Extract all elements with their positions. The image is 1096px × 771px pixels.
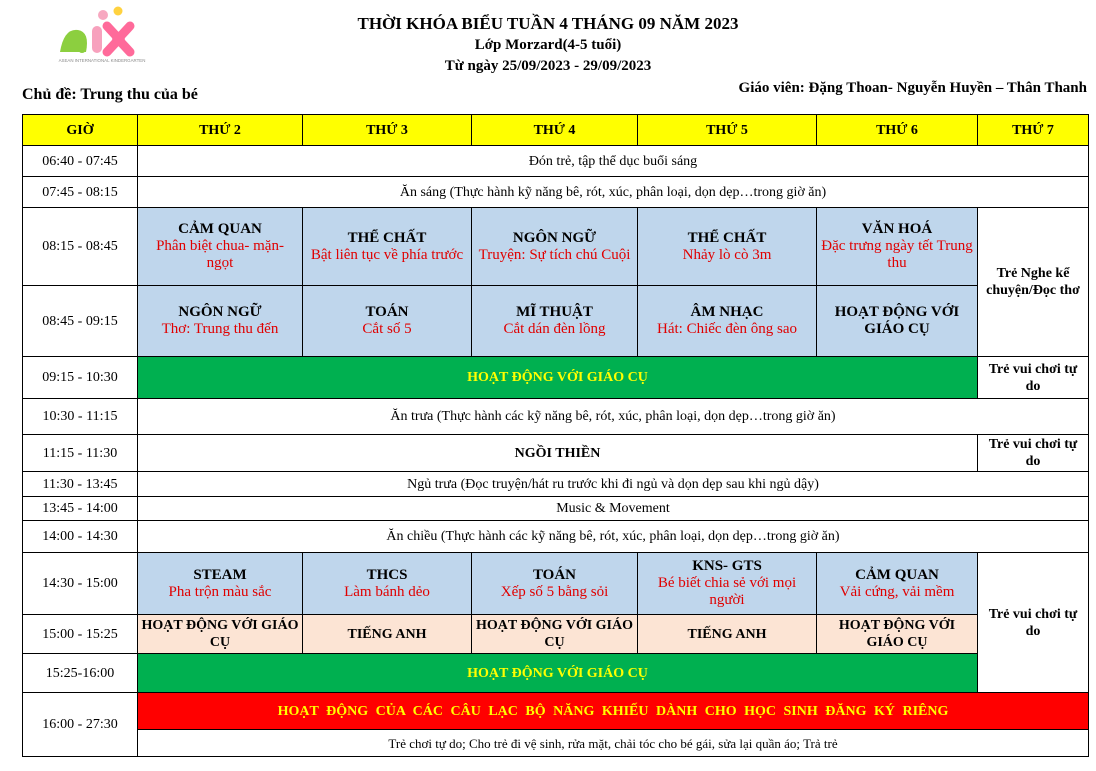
time-cell: 16:00 - 27:30 xyxy=(23,693,138,757)
lesson-subject: NGÔN NGỮ xyxy=(178,304,262,320)
teachers-label: Giáo viên: Đặng Thoan- Nguyễn Huyền – Thân Thanh xyxy=(738,80,1087,96)
table-row xyxy=(23,730,1089,757)
activity-cell: Ăn trưa (Thực hành các kỹ năng bê, rót, xúc, phân loại, dọn dẹp…trong giờ ăn) xyxy=(138,399,1089,435)
lesson-detail: Nhảy lò cò 3m xyxy=(682,246,772,263)
table-row xyxy=(23,146,1089,177)
lesson-cell: TIẾNG ANH xyxy=(638,615,817,654)
time-cell: 11:30 - 13:45 xyxy=(23,472,138,497)
lesson-cell xyxy=(817,208,978,286)
lesson-cell xyxy=(138,553,303,615)
lesson-cell xyxy=(138,286,303,357)
time-cell: 11:15 - 11:30 xyxy=(23,435,138,472)
theme-label: Chủ đề: Trung thu của bé xyxy=(22,86,198,103)
lesson-detail: Làm bánh dẻo xyxy=(344,583,430,600)
lesson-subject: TOÁN xyxy=(532,566,577,583)
lesson-detail: Hát: Chiếc đèn ông sao xyxy=(657,321,797,337)
activity-cell: Ngủ trưa (Đọc truyện/hát ru trước khi đi ngủ và dọn dẹp sau khi ngủ dậy) xyxy=(138,472,1089,497)
activity-cell: NGỒI THIỀN xyxy=(138,435,978,472)
lesson-subject: NGÔN NGỮ xyxy=(512,229,597,246)
activity-cell: Đón trẻ, tập thể dục buổi sáng xyxy=(138,146,1089,177)
lesson-subject: THỂ CHẤT xyxy=(687,229,767,246)
lesson-cell xyxy=(817,553,978,615)
lesson-detail: Bật liên tục về phía trước xyxy=(310,246,464,263)
time-cell: 14:00 - 14:30 xyxy=(23,521,138,553)
lesson-cell: HOẠT ĐỘNG VỚI GIÁO CỤ xyxy=(817,615,978,654)
activity-cell: Trẻ chơi tự do; Cho trẻ đi vệ sinh, rửa mặt, chải tóc cho bé gái, sửa lại quần áo; Trả trẻ xyxy=(138,730,1089,757)
lesson-subject: VĂN HOÁ xyxy=(861,221,933,237)
lesson-detail: Đặc trưng ngày tết Trung thu xyxy=(821,238,973,271)
lesson-detail: Pha trộn màu sắc xyxy=(168,583,272,600)
date-range: Từ ngày 25/09/2023 - 29/09/2023 xyxy=(444,58,652,74)
col-tue: THỨ 3 xyxy=(303,115,472,146)
lesson-cell xyxy=(638,286,817,357)
lesson-subject: ÂM NHẠC xyxy=(690,304,764,320)
col-thu: THỨ 5 xyxy=(638,115,817,146)
col-wed: THỨ 4 xyxy=(472,115,638,146)
lesson-subject: HOẠT ĐỘNG VỚI GIÁO CỤ xyxy=(834,304,960,337)
lesson-cell xyxy=(472,208,638,286)
class-name: Lớp Morzard(4-5 tuổi) xyxy=(474,37,622,53)
time-cell: 14:30 - 15:00 xyxy=(23,553,138,615)
timetable xyxy=(22,114,1089,757)
lesson-cell xyxy=(638,208,817,286)
lesson-cell xyxy=(472,286,638,357)
lesson-detail: Phân biệt chua- mặn- ngọt xyxy=(156,238,284,271)
lesson-cell xyxy=(303,208,472,286)
lesson-cell xyxy=(303,553,472,615)
time-cell: 10:30 - 11:15 xyxy=(23,399,138,435)
time-cell: 08:45 - 09:15 xyxy=(23,286,138,357)
club-activities-bar: HOẠT ĐỘNG CỦA CÁC CÂU LẠC BỘ NĂNG KHIẾU DÀNH CHO HỌC SINH ĐĂNG KÝ RIÊNG xyxy=(138,693,1089,730)
lesson-detail: Xếp số 5 bằng sỏi xyxy=(500,583,609,600)
lesson-cell: TIẾNG ANH xyxy=(303,615,472,654)
table-row xyxy=(23,497,1089,521)
lesson-subject: MĨ THUẬT xyxy=(516,304,593,320)
lesson-cell: HOẠT ĐỘNG VỚI GIÁO CỤ xyxy=(138,615,303,654)
saturday-cell: Trẻ vui chơi tự do xyxy=(978,435,1089,472)
time-cell: 06:40 - 07:45 xyxy=(23,146,138,177)
schedule-title: THỜI KHÓA BIỂU TUẦN 4 THÁNG 09 NĂM 2023 xyxy=(357,14,739,33)
table-row xyxy=(23,521,1089,553)
col-fri: THỨ 6 xyxy=(817,115,978,146)
lesson-cell xyxy=(817,286,978,357)
lesson-detail: Vải cứng, vải mềm xyxy=(839,583,955,600)
time-cell: 15:25-16:00 xyxy=(23,654,138,693)
table-row xyxy=(23,435,1089,472)
table-row xyxy=(23,553,1089,615)
table-row xyxy=(23,399,1089,435)
saturday-cell: Trẻ Nghe kể chuyện/Đọc thơ xyxy=(978,208,1089,357)
saturday-cell: Trẻ vui chơi tự do xyxy=(978,357,1089,399)
time-cell: 07:45 - 08:15 xyxy=(23,177,138,208)
logo-subtitle: ASEAN INTERNATIONAL KINDERGARTEN xyxy=(58,58,146,63)
lesson-subject: CẢM QUAN xyxy=(178,221,262,237)
col-time: GIỜ xyxy=(23,115,138,146)
table-row xyxy=(23,357,1089,399)
lesson-subject: CẢM QUAN xyxy=(855,566,939,583)
time-cell: 08:15 - 08:45 xyxy=(23,208,138,286)
activity-bar: HOẠT ĐỘNG VỚI GIÁO CỤ xyxy=(138,357,978,399)
lesson-cell xyxy=(303,286,472,357)
lesson-cell xyxy=(138,208,303,286)
col-sat: THỨ 7 xyxy=(978,115,1089,146)
lesson-cell xyxy=(638,553,817,615)
time-cell: 09:15 - 10:30 xyxy=(23,357,138,399)
lesson-detail: Bé biết chia sẻ với mọi người xyxy=(657,575,797,608)
saturday-cell: Trẻ vui chơi tự do xyxy=(978,553,1089,693)
table-row xyxy=(23,693,1089,730)
activity-cell: Ăn sáng (Thực hành kỹ năng bê, rót, xúc, phân loại, dọn dẹp…trong giờ ăn) xyxy=(138,177,1089,208)
lesson-subject: THCS xyxy=(366,566,408,583)
table-row xyxy=(23,286,1089,357)
activity-cell: Ăn chiều (Thực hành các kỹ năng bê, rót, xúc, phân loại, dọn dẹp…trong giờ ăn) xyxy=(138,521,1089,553)
table-row xyxy=(23,654,1089,693)
table-row xyxy=(23,177,1089,208)
lesson-detail: Thơ: Trung thu đến xyxy=(161,321,279,337)
lesson-subject: TOÁN xyxy=(365,304,409,320)
table-row xyxy=(23,208,1089,286)
time-cell: 15:00 - 15:25 xyxy=(23,615,138,654)
lesson-cell xyxy=(472,553,638,615)
lesson-subject: THỂ CHẤT xyxy=(347,229,427,246)
col-mon: THỨ 2 xyxy=(138,115,303,146)
activity-bar: HOẠT ĐỘNG VỚI GIÁO CỤ xyxy=(138,654,978,693)
lesson-detail: Truyện: Sự tích chú Cuội xyxy=(478,246,631,263)
lesson-detail: Cắt dán đèn lồng xyxy=(503,321,606,337)
lesson-subject: KNS- GTS xyxy=(692,558,762,574)
lesson-detail: Cắt số 5 xyxy=(362,321,412,337)
table-row xyxy=(23,615,1089,654)
lesson-cell: HOẠT ĐỘNG VỚI GIÁO CỤ xyxy=(472,615,638,654)
time-cell: 13:45 - 14:00 xyxy=(23,497,138,521)
activity-cell: Music & Movement xyxy=(138,497,1089,521)
lesson-subject: STEAM xyxy=(193,566,247,583)
header-row xyxy=(23,115,1089,146)
table-row xyxy=(23,472,1089,497)
